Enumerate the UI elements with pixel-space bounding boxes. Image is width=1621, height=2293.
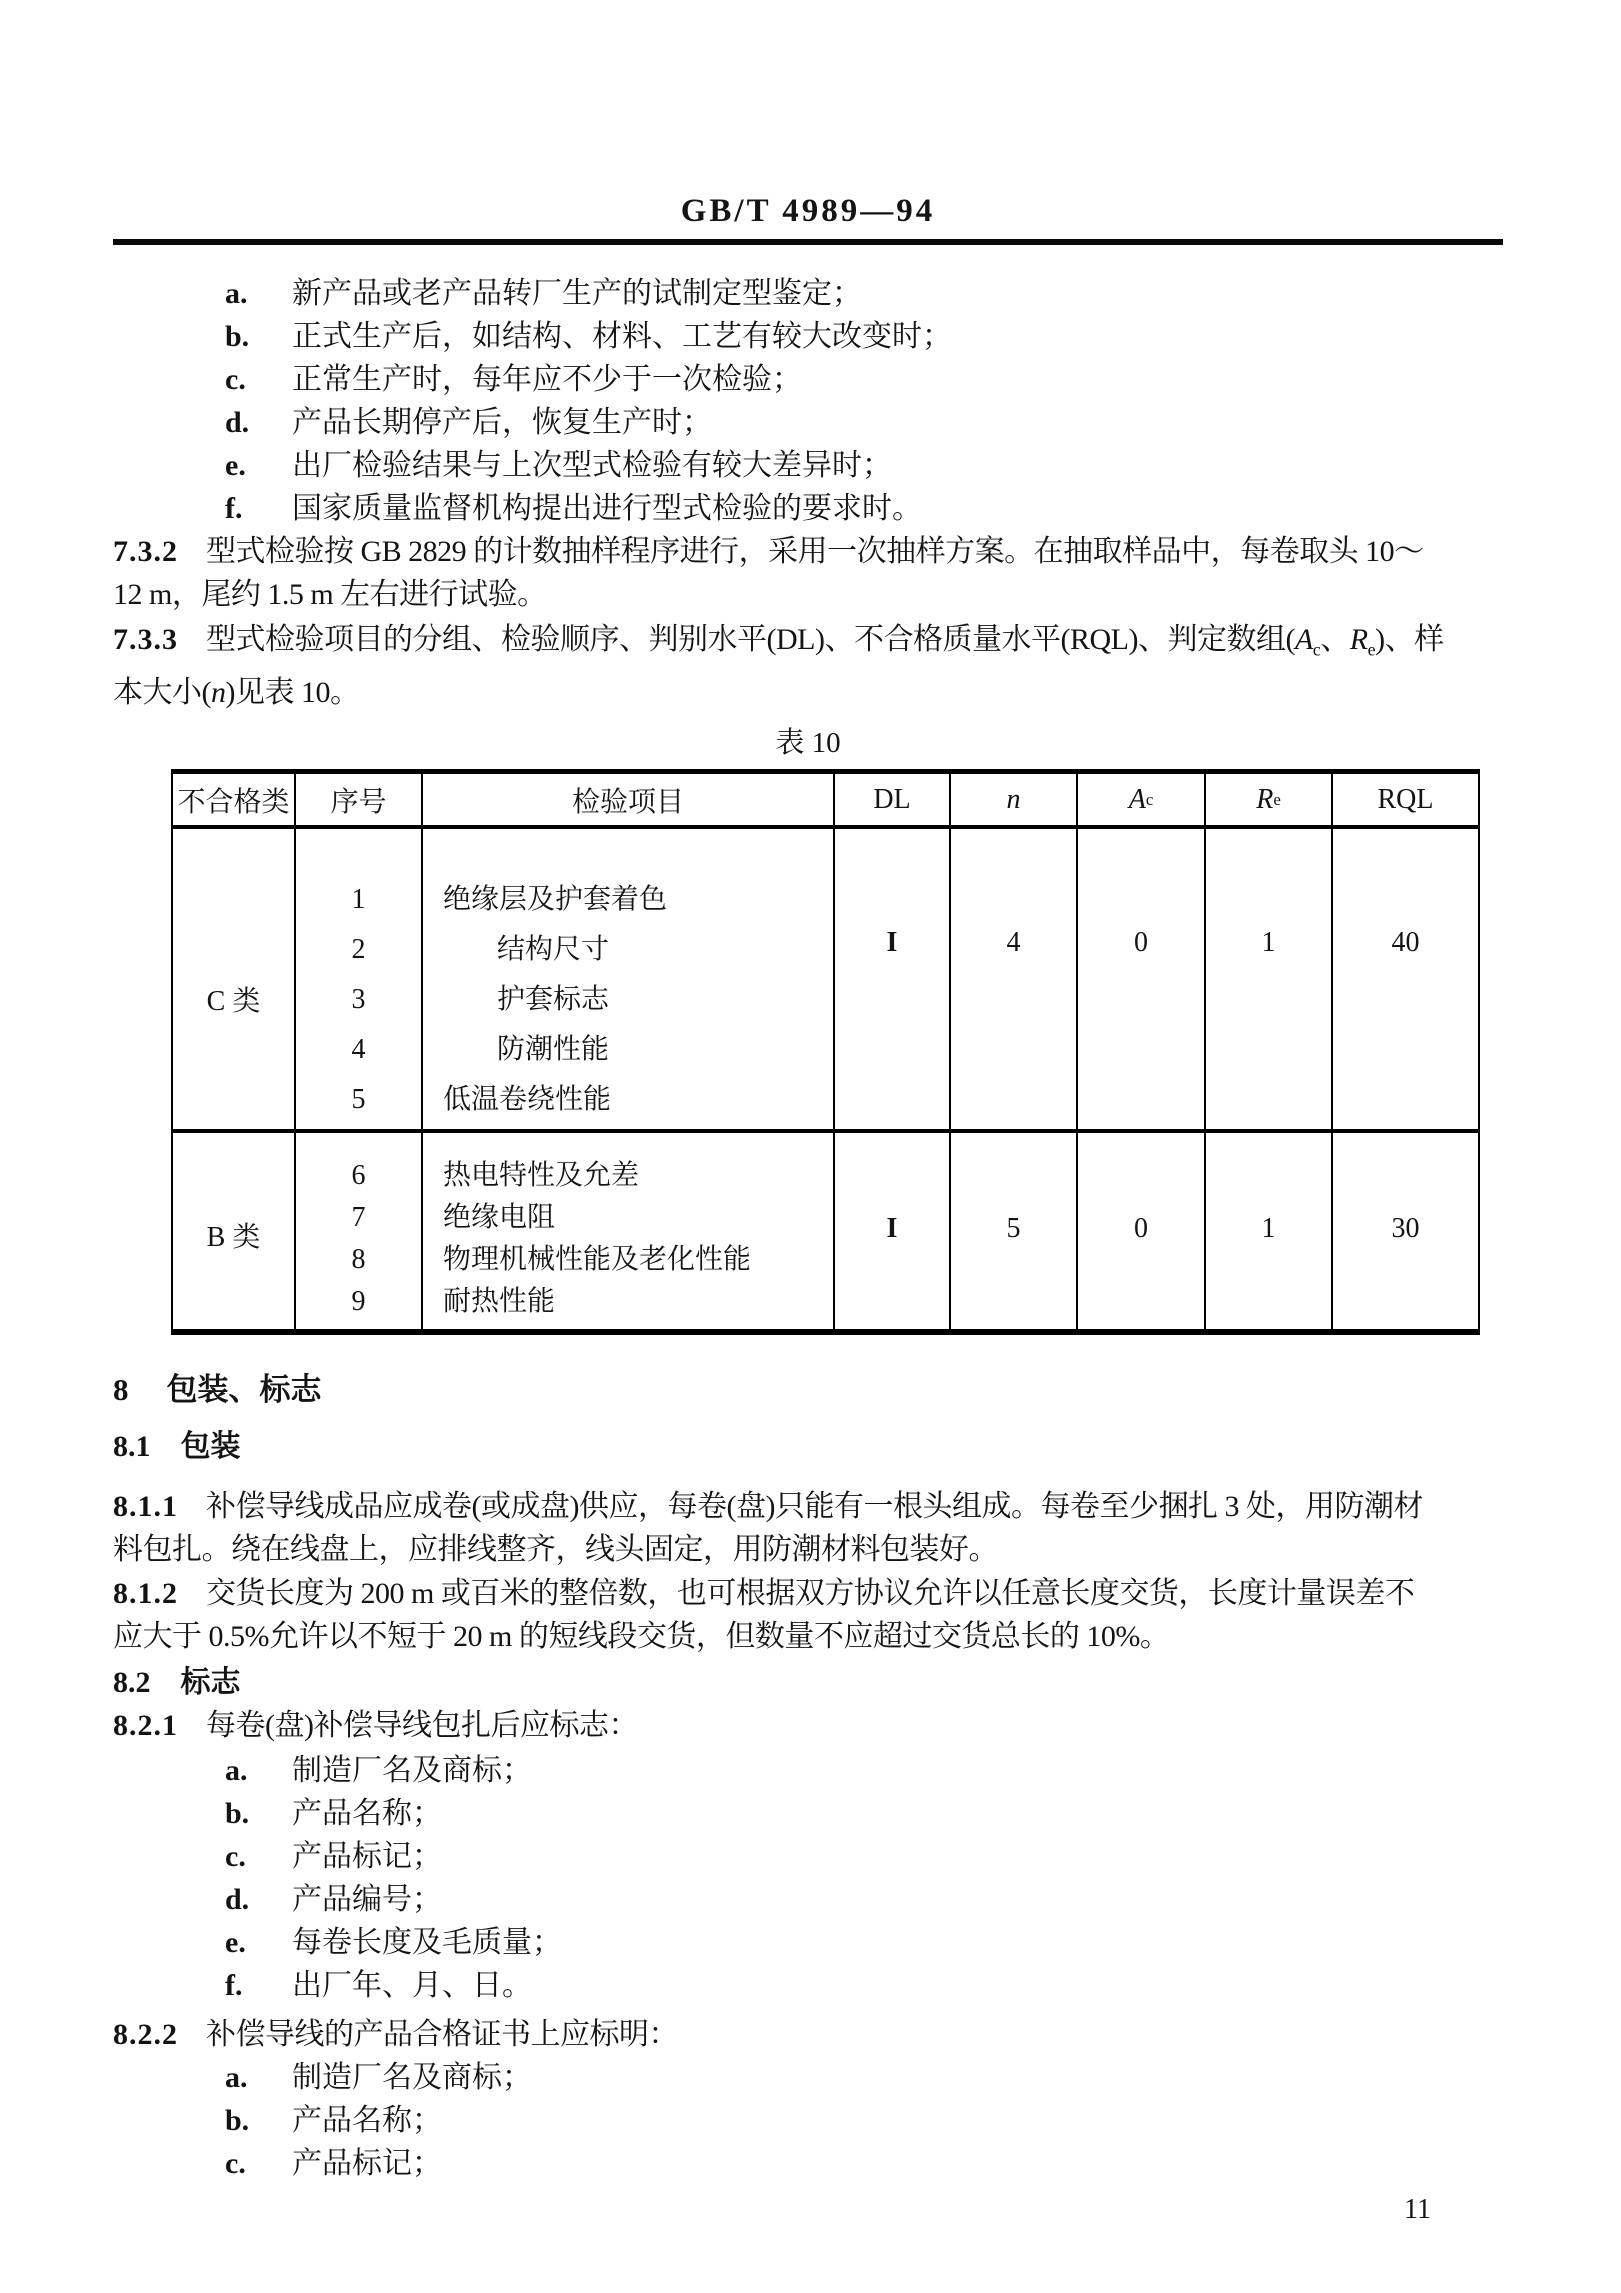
item-cell: 防潮性能 [497,1034,610,1066]
list-item-marker: b. [225,1797,250,1831]
serial-cell: 8 [351,1244,366,1276]
list-item-text: 制造厂名及商标； [292,1754,532,1788]
list-item-marker: e. [225,449,246,482]
header-re: R e [1206,774,1333,825]
clause-number: 7.3.3 [113,623,178,656]
clause-number: 8.2.2 [113,2018,178,2052]
list-item-text: 出厂年、月、日。 [292,1969,532,2003]
certificate-marking-list [113,2056,1503,2185]
package-marking-list [113,1749,1503,2007]
clause-text: 补偿导线成品应成卷(或成盘)供应，每卷(盘)只能有一根头组成。每卷至少捆扎 3 处，用防潮材 [206,1490,1423,1524]
item-cell: 结构尺寸 [497,934,610,966]
list-item [225,315,1503,358]
list-item-text: 每卷长度及毛质量； [292,1926,562,1960]
rql-value: 30 [1391,1213,1420,1245]
item-column [423,1133,835,1329]
list-item-text: 正常生产时，每年应不少于一次检验； [292,363,802,396]
list-item-text: 制造厂名及商标； [292,2061,532,2095]
item-cell: 护套标志 [497,984,610,1016]
list-item [225,487,1503,530]
clause-8-1-1 [113,1485,1503,1571]
list-item-marker: d. [225,1883,250,1917]
clause-8-2-2 [113,2013,1503,2056]
serial-column [296,1133,423,1329]
clause-line: 应大于 0.5%允许以不短于 20 m 的短线段交货，但数量不应超过交货总长的 10%。 [113,1620,1170,1654]
clause-text: 型式检验项目的分组、检验顺序、判别水平(DL)、不合格质量水平(RQL)、判定数组($A_c$、$R_e$)、样 [206,623,1444,660]
section-8-2-heading [113,1662,1503,1704]
clause-number: 8.1.2 [113,1577,178,1611]
list-item [225,401,1503,444]
serial-cell: 7 [351,1202,366,1234]
list-item-text: 正式生产后，如结构、材料、工艺有较大改变时； [292,320,952,353]
item-cell: 耐热性能 [443,1286,556,1318]
list-item [225,2099,1503,2142]
header-n: n [951,774,1078,825]
item-cell: 绝缘电阻 [443,1202,556,1234]
serial-cell: 2 [351,934,366,966]
list-item-marker: d. [225,406,250,439]
serial-cell: 3 [351,984,366,1016]
header-ac: A c [1078,774,1206,825]
type-test-conditions-list [113,272,1503,530]
serial-cell: 5 [351,1084,366,1116]
re-value: 1 [1206,829,1333,1129]
list-item-marker: b. [225,2104,250,2138]
clause-number: 7.3.2 [113,535,178,568]
list-item [225,2142,1503,2185]
list-item [225,1878,1503,1921]
list-item-marker: c. [225,363,246,396]
list-item-text: 产品长期停产后，恢复生产时； [292,406,712,439]
section-number: 8.1 [113,1430,151,1464]
clause-text: 型式检验按 GB 2829 的计数抽样程序进行，采用一次抽样方案。在抽取样品中，每卷取头 10～ [206,535,1424,568]
clause-7-3-2 [113,530,1503,616]
n-value: 4 [951,829,1078,1129]
header-dl: DL [835,774,951,825]
clause-8-2-1 [113,1704,1503,1747]
table-caption: 表 10 [775,727,841,760]
list-item [225,1835,1503,1878]
list-item [225,2056,1503,2099]
list-item [225,1792,1503,1835]
serial-cell: 6 [351,1160,366,1192]
clause-8-1-2 [113,1572,1503,1658]
item-cell: 低温卷绕性能 [443,1084,612,1116]
clause-line [113,618,1503,671]
list-item-marker: e. [225,1926,246,1960]
ac-value: 0 [1078,1133,1206,1329]
table-group-b [173,1133,1478,1329]
clause-number: 8.2.1 [113,1709,178,1743]
clause-line [113,530,1503,573]
dl-value: I [835,829,951,1129]
list-item [225,1964,1503,2007]
list-item-marker: c. [225,2147,246,2181]
list-item [225,1749,1503,1792]
list-item-text: 新产品或老产品转厂生产的试制定型鉴定； [292,277,862,310]
clause-text: 每卷(盘)补偿导线包扎后应标志： [206,1709,638,1743]
item-column [423,829,835,1129]
table-header-row [173,774,1478,829]
list-item-marker: f. [225,1969,243,2003]
dl-value: I [835,1133,951,1329]
serial-cell: 4 [351,1034,366,1066]
serial-cell: 9 [351,1286,366,1318]
serial-cell: 1 [351,884,366,916]
rql-value: 40 [1391,927,1420,959]
item-cell: 物理机械性能及老化性能 [443,1244,752,1276]
section-title: 标志 [180,1666,241,1700]
list-item-text: 产品名称； [292,1797,442,1831]
list-item-marker: a. [225,277,248,310]
header-defect-class: 不合格类 [173,774,296,825]
section-number: 8.2 [113,1666,151,1700]
clause-7-3-3 [113,618,1503,714]
section-8-1-heading [113,1426,1503,1468]
defect-class-label: B 类 [173,1133,296,1329]
clause-text: 补偿导线的产品合格证书上应标明： [206,2018,678,2052]
page-number: 11 [1404,2194,1431,2226]
header-serial: 序号 [296,774,423,825]
clause-line [113,1485,1503,1528]
header-rql: RQL [1377,783,1434,815]
n-value: 5 [951,1133,1078,1329]
list-item-text: 产品编号； [292,1883,442,1917]
list-item-text: 国家质量监督机构提出进行型式检验的要求时。 [292,492,922,525]
standard-number-title: GB/T 4989—94 [680,193,936,229]
clause-line [113,1704,1503,1747]
list-item-marker: a. [225,1754,248,1788]
clause-line: 12 m，尾约 1.5 m 左右进行试验。 [113,578,547,611]
section-8-heading [113,1369,1503,1411]
header-rule [113,239,1503,245]
clause-line: 本大小(n)见表 10。 [113,676,360,710]
list-item [225,358,1503,401]
list-item-marker: f. [225,492,243,525]
defect-class-label: C 类 [173,829,296,1129]
list-item-text: 产品名称； [292,2104,442,2138]
list-item-text: 出厂检验结果与上次型式检验有较大差异时； [292,449,892,482]
clause-line [113,1572,1503,1615]
list-item [225,272,1503,315]
table-10 [171,769,1480,1335]
item-cell: 绝缘层及护套着色 [443,884,668,916]
list-item-marker: c. [225,1840,246,1874]
list-item [225,444,1503,487]
list-item-text: 产品标记； [292,1840,442,1874]
re-value: 1 [1206,1133,1333,1329]
clause-line [113,2013,1503,2056]
section-number: 8 [113,1372,129,1408]
list-item [225,1921,1503,1964]
table-group-c [173,829,1478,1133]
section-title: 包装 [180,1430,241,1464]
clause-line: 料包扎。绕在线盘上，应排线整齐，线头固定，用防潮材料包装好。 [113,1533,998,1567]
item-cell: 热电特性及允差 [443,1160,640,1192]
list-item-marker: b. [225,320,250,353]
list-item-text: 产品标记； [292,2147,442,2181]
clause-text: 交货长度为 200 m 或百米的整倍数，也可根据双方协议允许以任意长度交货，长度计量误差不 [206,1577,1415,1611]
header-item: 检验项目 [423,774,835,825]
list-item-marker: a. [225,2061,248,2095]
clause-number: 8.1.1 [113,1490,178,1524]
section-title: 包装、标志 [166,1372,322,1408]
serial-column [296,829,423,1129]
ac-value: 0 [1078,829,1206,1129]
